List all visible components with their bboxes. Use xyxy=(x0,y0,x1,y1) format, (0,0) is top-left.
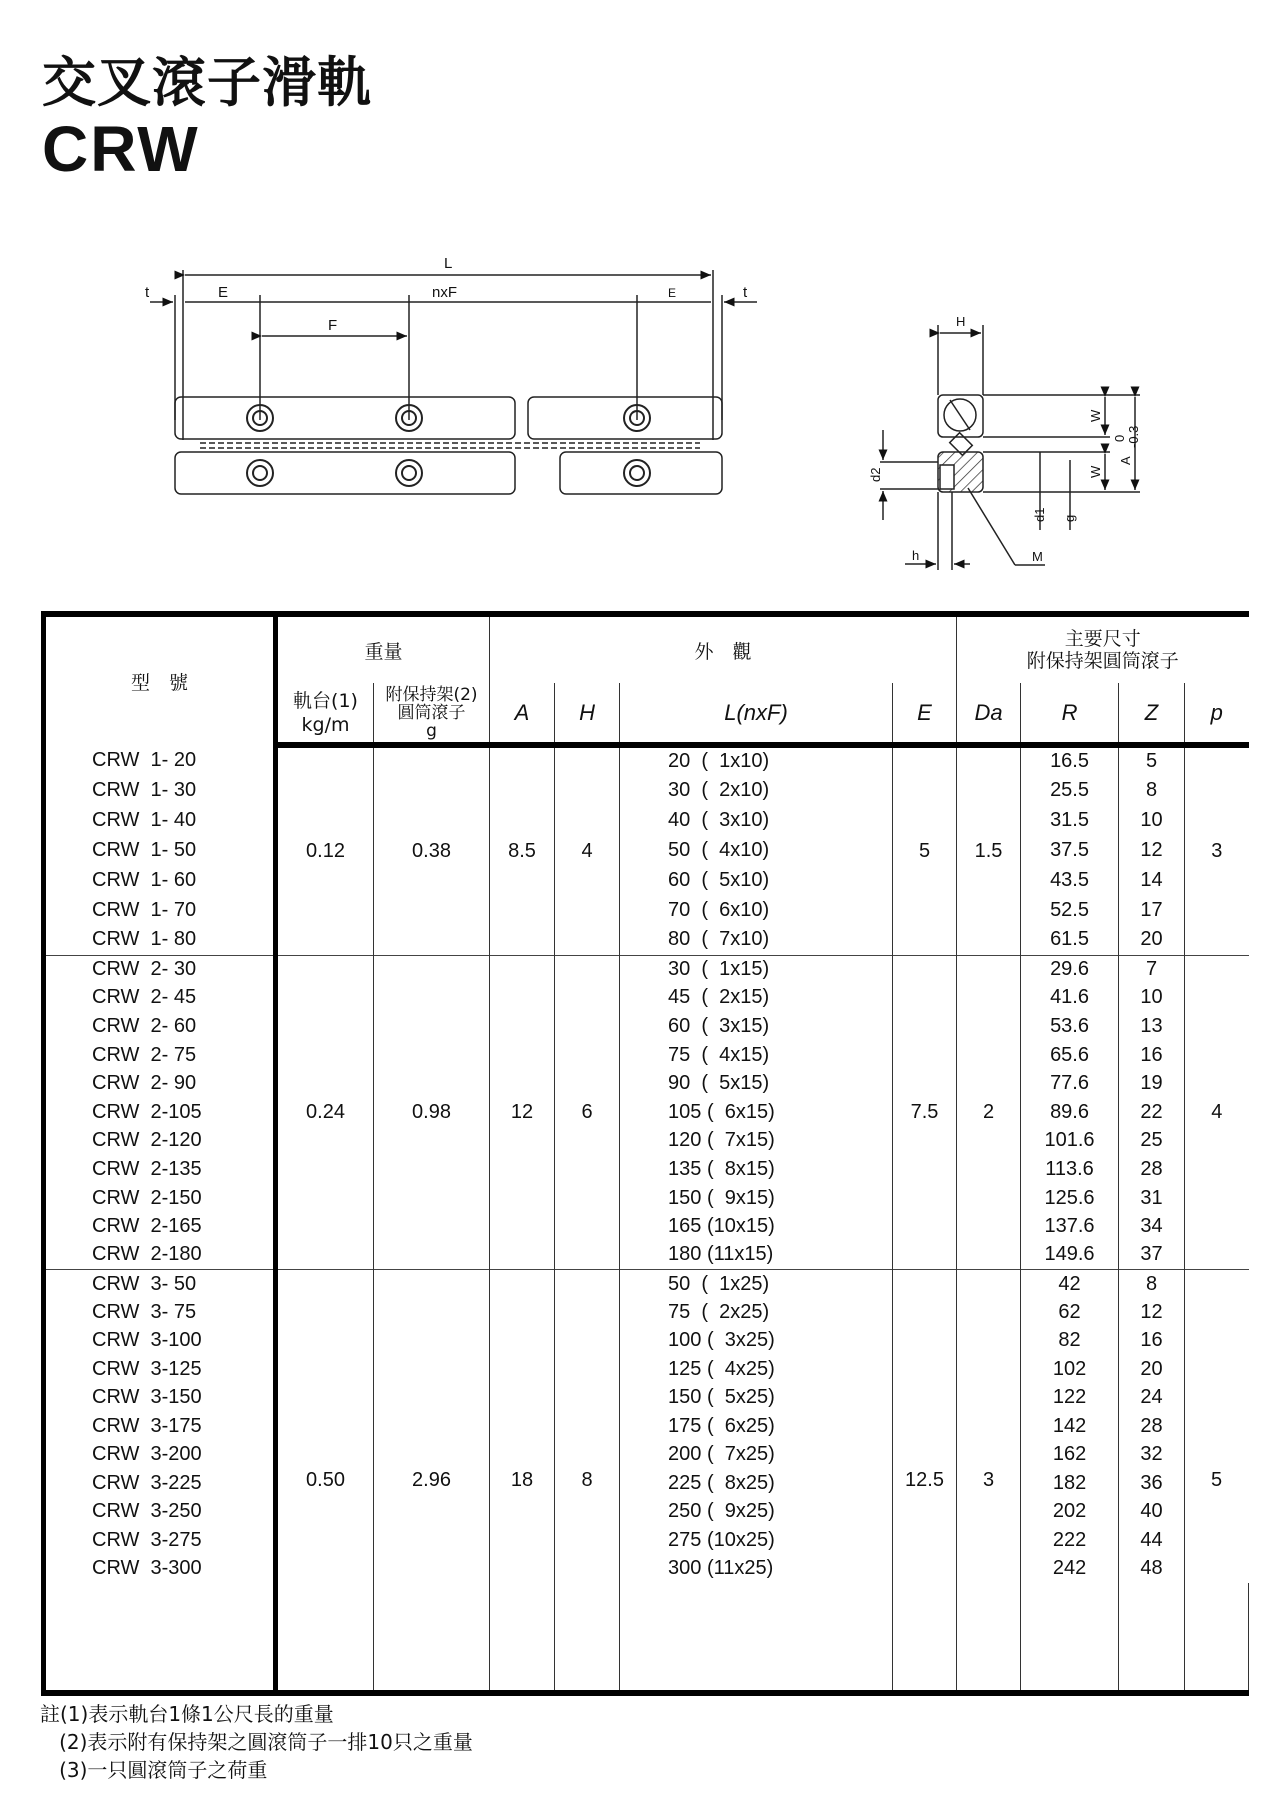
R-cell: 202 xyxy=(1021,1498,1119,1527)
table-filler-row xyxy=(44,1583,1249,1693)
table-row xyxy=(44,1184,1249,1213)
table-row xyxy=(44,1241,1249,1270)
length-cell: 150 ( 5x25) xyxy=(620,1384,893,1413)
model-cell: CRW 3- 50 xyxy=(44,1270,276,1299)
svg-text:d1: d1 xyxy=(1032,507,1047,522)
length-cell: 75 ( 2x25) xyxy=(620,1298,893,1327)
rail-weight-cell: 0.24 xyxy=(276,955,374,1270)
model-cell: CRW 2-165 xyxy=(44,1212,276,1241)
Z-cell: 20 xyxy=(1119,925,1185,955)
table-row xyxy=(44,1098,1249,1127)
header-R: R xyxy=(1021,683,1119,745)
Z-cell: 16 xyxy=(1119,1041,1185,1070)
model-cell: CRW 3-225 xyxy=(44,1469,276,1498)
table-row xyxy=(44,1469,1249,1498)
svg-text:F: F xyxy=(328,317,338,334)
Z-cell: 10 xyxy=(1119,805,1185,835)
Z-cell: 7 xyxy=(1119,955,1185,984)
Da-cell: 1.5 xyxy=(957,745,1021,955)
R-cell: 242 xyxy=(1021,1555,1119,1584)
product-code-title: CRW xyxy=(42,113,200,185)
svg-text:E: E xyxy=(218,284,229,301)
table-row xyxy=(44,1355,1249,1384)
model-cell: CRW 2-120 xyxy=(44,1127,276,1156)
length-cell: 275 (10x25) xyxy=(620,1526,893,1555)
R-cell: 125.6 xyxy=(1021,1184,1119,1213)
model-cell: CRW 2- 60 xyxy=(44,1012,276,1041)
R-cell: 53.6 xyxy=(1021,1012,1119,1041)
model-cell: CRW 3-100 xyxy=(44,1327,276,1356)
svg-text:E: E xyxy=(668,286,677,300)
A-cell: 18 xyxy=(490,1270,555,1694)
page-title: 交叉滾子滑軌 xyxy=(42,51,372,114)
footnote-1: 註(1)表示軌台1條1公尺長的重量 xyxy=(40,1702,334,1726)
svg-text:g: g xyxy=(1062,514,1077,522)
Z-cell: 22 xyxy=(1119,1098,1185,1127)
table-row xyxy=(44,745,1249,775)
table-row xyxy=(44,1498,1249,1527)
Z-cell: 25 xyxy=(1119,1127,1185,1156)
length-cell: 105 ( 6x15) xyxy=(620,1098,893,1127)
svg-text:d2: d2 xyxy=(868,467,883,482)
table-row xyxy=(44,1526,1249,1555)
R-cell: 122 xyxy=(1021,1384,1119,1413)
table-row xyxy=(44,1069,1249,1098)
R-cell: 82 xyxy=(1021,1327,1119,1356)
Z-cell: 8 xyxy=(1119,1270,1185,1299)
length-cell: 250 ( 9x25) xyxy=(620,1498,893,1527)
Z-cell: 44 xyxy=(1119,1526,1185,1555)
table-row xyxy=(44,1555,1249,1584)
empty-cell xyxy=(620,1583,893,1693)
Da-cell: 2 xyxy=(957,955,1021,1270)
header-model: 型 號 xyxy=(44,614,276,745)
header-weight: 重量 xyxy=(276,614,490,683)
header-H: H xyxy=(555,683,620,745)
length-cell: 60 ( 5x10) xyxy=(620,865,893,895)
header-A: A xyxy=(490,683,555,745)
A-cell: 8.5 xyxy=(490,745,555,955)
Z-cell: 14 xyxy=(1119,865,1185,895)
model-cell: CRW 2-105 xyxy=(44,1098,276,1127)
svg-text:h: h xyxy=(912,548,920,563)
Z-cell: 8 xyxy=(1119,775,1185,805)
table-row xyxy=(44,1127,1249,1156)
E-cell: 12.5 xyxy=(893,1270,957,1694)
H-cell: 4 xyxy=(555,745,620,955)
Z-cell: 24 xyxy=(1119,1384,1185,1413)
table-row xyxy=(44,1327,1249,1356)
Z-cell: 32 xyxy=(1119,1441,1185,1470)
length-cell: 165 (10x15) xyxy=(620,1212,893,1241)
length-cell: 60 ( 3x15) xyxy=(620,1012,893,1041)
model-cell: CRW 1- 70 xyxy=(44,895,276,925)
model-cell: CRW 2- 90 xyxy=(44,1069,276,1098)
table-row xyxy=(44,805,1249,835)
Z-cell: 20 xyxy=(1119,1355,1185,1384)
H-cell: 6 xyxy=(555,955,620,1270)
header-roller-weight-label1: 附保持架(2) xyxy=(385,684,478,705)
R-cell: 222 xyxy=(1021,1526,1119,1555)
R-cell: 42 xyxy=(1021,1270,1119,1299)
table-row xyxy=(44,984,1249,1013)
header-rail-weight xyxy=(276,683,374,745)
R-cell: 65.6 xyxy=(1021,1041,1119,1070)
length-cell: 135 ( 8x15) xyxy=(620,1155,893,1184)
spec-table xyxy=(41,611,1249,1696)
header-Z: Z xyxy=(1119,683,1185,745)
R-cell: 25.5 xyxy=(1021,775,1119,805)
spec-table-body xyxy=(44,745,1249,1693)
Z-cell: 31 xyxy=(1119,1184,1185,1213)
Z-cell: 19 xyxy=(1119,1069,1185,1098)
length-cell: 100 ( 3x25) xyxy=(620,1327,893,1356)
header-appearance: 外 觀 xyxy=(490,614,957,683)
Z-cell: 12 xyxy=(1119,1298,1185,1327)
svg-text:M: M xyxy=(1032,549,1043,564)
header-main-dim-line2: 附保持架圓筒滾子 xyxy=(1026,650,1179,672)
model-cell: CRW 3-150 xyxy=(44,1384,276,1413)
side-view-labels xyxy=(145,255,748,334)
svg-text:nxF: nxF xyxy=(432,284,458,301)
roller-weight-cell: 2.96 xyxy=(374,1270,490,1694)
model-cell: CRW 2-135 xyxy=(44,1155,276,1184)
table-row xyxy=(44,1041,1249,1070)
Z-cell: 28 xyxy=(1119,1412,1185,1441)
R-cell: 52.5 xyxy=(1021,895,1119,925)
technical-drawing xyxy=(0,230,1275,590)
model-cell: CRW 1- 20 xyxy=(44,745,276,775)
header-roller-weight xyxy=(374,683,490,745)
R-cell: 41.6 xyxy=(1021,984,1119,1013)
Z-cell: 34 xyxy=(1119,1212,1185,1241)
Z-cell: 13 xyxy=(1119,1012,1185,1041)
Z-cell: 28 xyxy=(1119,1155,1185,1184)
R-cell: 142 xyxy=(1021,1412,1119,1441)
table-row xyxy=(44,865,1249,895)
length-cell: 300 (11x25) xyxy=(620,1555,893,1584)
Z-cell: 37 xyxy=(1119,1241,1185,1270)
svg-text:0: 0 xyxy=(1112,434,1127,442)
length-cell: 70 ( 6x10) xyxy=(620,895,893,925)
length-cell: 180 (11x15) xyxy=(620,1241,893,1270)
Da-cell: 3 xyxy=(957,1270,1021,1694)
model-cell: CRW 1- 50 xyxy=(44,835,276,865)
R-cell: 16.5 xyxy=(1021,745,1119,775)
model-cell: CRW 1- 40 xyxy=(44,805,276,835)
R-cell: 149.6 xyxy=(1021,1241,1119,1270)
table-row xyxy=(44,1155,1249,1184)
cross-section-view xyxy=(880,325,1140,570)
model-cell: CRW 3-125 xyxy=(44,1355,276,1384)
R-cell: 102 xyxy=(1021,1355,1119,1384)
R-cell: 62 xyxy=(1021,1298,1119,1327)
table-row xyxy=(44,925,1249,955)
model-cell: CRW 3-200 xyxy=(44,1441,276,1470)
table-row xyxy=(44,1012,1249,1041)
roller-weight-cell: 0.98 xyxy=(374,955,490,1270)
table-row xyxy=(44,955,1249,984)
model-cell: CRW 1- 80 xyxy=(44,925,276,955)
R-cell: 29.6 xyxy=(1021,955,1119,984)
table-row xyxy=(44,1270,1249,1299)
model-cell: CRW 1- 60 xyxy=(44,865,276,895)
Z-cell: 40 xyxy=(1119,1498,1185,1527)
R-cell: 37.5 xyxy=(1021,835,1119,865)
table-row xyxy=(44,835,1249,865)
R-cell: 43.5 xyxy=(1021,865,1119,895)
length-cell: 125 ( 4x25) xyxy=(620,1355,893,1384)
svg-text:L: L xyxy=(444,255,453,272)
header-main-dim-line1: 主要尺寸 xyxy=(1064,628,1141,650)
table-row xyxy=(44,1212,1249,1241)
model-cell: CRW 2- 75 xyxy=(44,1041,276,1070)
svg-text:W: W xyxy=(1088,465,1103,478)
H-cell: 8 xyxy=(555,1270,620,1694)
rail-weight-cell: 0.50 xyxy=(276,1270,374,1694)
R-cell: 162 xyxy=(1021,1441,1119,1470)
Z-cell: 48 xyxy=(1119,1555,1185,1584)
header-main-dimensions xyxy=(957,614,1249,683)
length-cell: 45 ( 2x15) xyxy=(620,984,893,1013)
length-cell: 200 ( 7x25) xyxy=(620,1441,893,1470)
length-cell: 40 ( 3x10) xyxy=(620,805,893,835)
Z-cell: 17 xyxy=(1119,895,1185,925)
svg-text:t: t xyxy=(743,284,748,301)
Z-cell: 36 xyxy=(1119,1469,1185,1498)
length-cell: 90 ( 5x15) xyxy=(620,1069,893,1098)
length-cell: 50 ( 4x10) xyxy=(620,835,893,865)
R-cell: 137.6 xyxy=(1021,1212,1119,1241)
svg-text:H: H xyxy=(956,314,966,329)
model-cell: CRW 3-300 xyxy=(44,1555,276,1584)
svg-text:A: A xyxy=(1118,456,1133,465)
R-cell: 89.6 xyxy=(1021,1098,1119,1127)
header-Da: Da xyxy=(957,683,1021,745)
length-cell: 20 ( 1x10) xyxy=(620,745,893,775)
header-rail-weight-label: 軌台(1) xyxy=(293,689,358,712)
model-cell: CRW 1- 30 xyxy=(44,775,276,805)
R-cell: 113.6 xyxy=(1021,1155,1119,1184)
cross-section-labels xyxy=(868,314,1141,564)
R-cell: 182 xyxy=(1021,1469,1119,1498)
header-roller-weight-label2: 圓筒滾子 xyxy=(397,702,466,723)
svg-text:W: W xyxy=(1088,409,1103,422)
roller-weight-cell: 0.38 xyxy=(374,745,490,955)
table-row xyxy=(44,775,1249,805)
model-cell: CRW 2- 30 xyxy=(44,955,276,984)
R-cell: 61.5 xyxy=(1021,925,1119,955)
R-cell: 101.6 xyxy=(1021,1127,1119,1156)
model-cell: CRW 2-180 xyxy=(44,1241,276,1270)
footnote-2: (2)表示附有保持架之圓滾筒子一排10只之重量 xyxy=(40,1730,473,1754)
E-cell: 5 xyxy=(893,745,957,955)
length-cell: 175 ( 6x25) xyxy=(620,1412,893,1441)
table-row xyxy=(44,1412,1249,1441)
length-cell: 120 ( 7x15) xyxy=(620,1127,893,1156)
footnote-3: (3)一只圓滾筒子之荷重 xyxy=(40,1758,268,1782)
model-cell: CRW 2- 45 xyxy=(44,984,276,1013)
length-cell: 75 ( 4x15) xyxy=(620,1041,893,1070)
header-E: E xyxy=(893,683,957,745)
svg-text:-0.3: -0.3 xyxy=(1126,425,1141,448)
E-cell: 7.5 xyxy=(893,955,957,1270)
length-cell: 150 ( 9x15) xyxy=(620,1184,893,1213)
length-cell: 225 ( 8x25) xyxy=(620,1469,893,1498)
R-cell: 31.5 xyxy=(1021,805,1119,835)
table-row xyxy=(44,1298,1249,1327)
model-cell: CRW 3-275 xyxy=(44,1526,276,1555)
p-cell: 4 xyxy=(1185,955,1249,1270)
model-cell: CRW 3-250 xyxy=(44,1498,276,1527)
length-cell: 80 ( 7x10) xyxy=(620,925,893,955)
table-row xyxy=(44,1384,1249,1413)
rail-weight-cell: 0.12 xyxy=(276,745,374,955)
header-L: L(nxF) xyxy=(620,683,893,745)
Z-cell: 16 xyxy=(1119,1327,1185,1356)
length-cell: 30 ( 2x10) xyxy=(620,775,893,805)
length-cell: 50 ( 1x25) xyxy=(620,1270,893,1299)
model-cell: CRW 3- 75 xyxy=(44,1298,276,1327)
side-view xyxy=(150,270,757,494)
empty-cell xyxy=(1021,1583,1119,1693)
table-row xyxy=(44,895,1249,925)
length-cell: 30 ( 1x15) xyxy=(620,955,893,984)
model-cell: CRW 2-150 xyxy=(44,1184,276,1213)
Z-cell: 10 xyxy=(1119,984,1185,1013)
model-cell: CRW 3-175 xyxy=(44,1412,276,1441)
A-cell: 12 xyxy=(490,955,555,1270)
header-rail-weight-unit: kg/m xyxy=(301,713,350,736)
empty-cell xyxy=(1119,1583,1185,1693)
p-cell: 3 xyxy=(1185,745,1249,955)
R-cell: 77.6 xyxy=(1021,1069,1119,1098)
empty-cell xyxy=(44,1583,276,1693)
p-cell: 5 xyxy=(1185,1270,1249,1694)
Z-cell: 5 xyxy=(1119,745,1185,775)
svg-text:t: t xyxy=(145,284,150,301)
footnotes xyxy=(40,1700,473,1784)
Z-cell: 12 xyxy=(1119,835,1185,865)
header-p: p xyxy=(1185,683,1249,745)
header-roller-weight-unit: g xyxy=(426,720,437,741)
table-row xyxy=(44,1441,1249,1470)
